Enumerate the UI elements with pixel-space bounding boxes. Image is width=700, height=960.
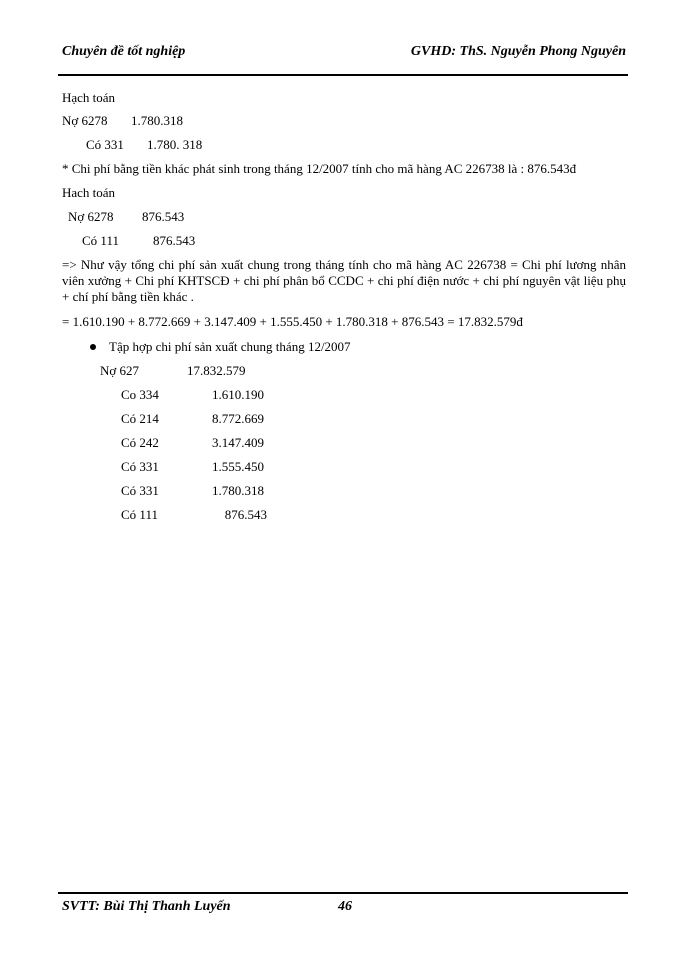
credit-row-amount: 3.147.409 [212,435,264,450]
credit-row-amount: 8.772.669 [212,411,264,426]
credit-row-label: Có 331 [121,483,159,498]
credit-row-label: Có 242 [121,435,159,450]
credit-row-label: Có 331 [121,459,159,474]
bullet-heading: Tập hợp chi phí sản xuất chung tháng 12/2007 [109,339,351,354]
summary-debit-amount: 17.832.579 [187,363,246,378]
credit-row-label: Co 334 [121,387,159,402]
heading-hach-toan-1: Hạch toán [62,90,116,105]
header-advisor: GVHD: ThS. Nguyễn Phong Nguyên [410,44,626,59]
credit-row-amount: 876.543 [224,507,267,522]
bullet-dot [90,344,96,350]
debit-6278-label: Nợ 6278 [62,113,108,128]
credit-331-amount: 1.780. 318 [147,137,203,152]
summary-debit-label: Nợ 627 [100,363,140,378]
credit-111-amount: 876.543 [153,233,196,248]
footer-author: SVTT: Bùi Thị Thanh Luyến [62,899,231,914]
page-footer [62,899,352,915]
credit-row-amount: 1.555.450 [212,459,264,474]
credit-row-label: Có 214 [121,411,159,426]
debit-6278-amount: 1.780.318 [131,113,183,128]
page-number: 46 [338,899,352,914]
debit-6278-label-2: Nợ 6278 [68,209,114,224]
page-header [62,44,626,64]
credit-row-amount: 1.780.318 [212,483,264,498]
credit-row-label: Có 111 [121,507,158,522]
summary-paragraph: => Như vậy tổng chi phí sản xuất chung trong tháng tính cho mã hàng AC 226738 = Chi phí lương nhân viên xưởng + Chi phí KHTSCĐ + chi phí phân bổ CCDC + chi phí điện nước + chi phí nguyên vật liệu phụ + chí phí bằng tiền khác . [62,257,626,304]
credit-111-label: Có 111 [82,233,119,248]
other-cash-cost-line: * Chi phí bằng tiền khác phát sinh trong tháng 12/2007 tính cho mã hàng AC 226738 là : 876.543đ [62,161,577,176]
credit-row-amount: 1.610.190 [212,387,264,402]
sum-equation: = 1.610.190 + 8.772.669 + 3.147.409 + 1.555.450 + 1.780.318 + 876.543 = 17.832.579đ [62,314,523,329]
heading-hach-toan-2: Hach toán [62,185,116,200]
header-title: Chuyên đề tốt nghiệp [62,44,186,59]
footer-rule [58,892,628,894]
debit-6278-amount-2: 876.543 [142,209,185,224]
header-rule [58,74,628,76]
credit-331-label: Có 331 [86,137,124,152]
